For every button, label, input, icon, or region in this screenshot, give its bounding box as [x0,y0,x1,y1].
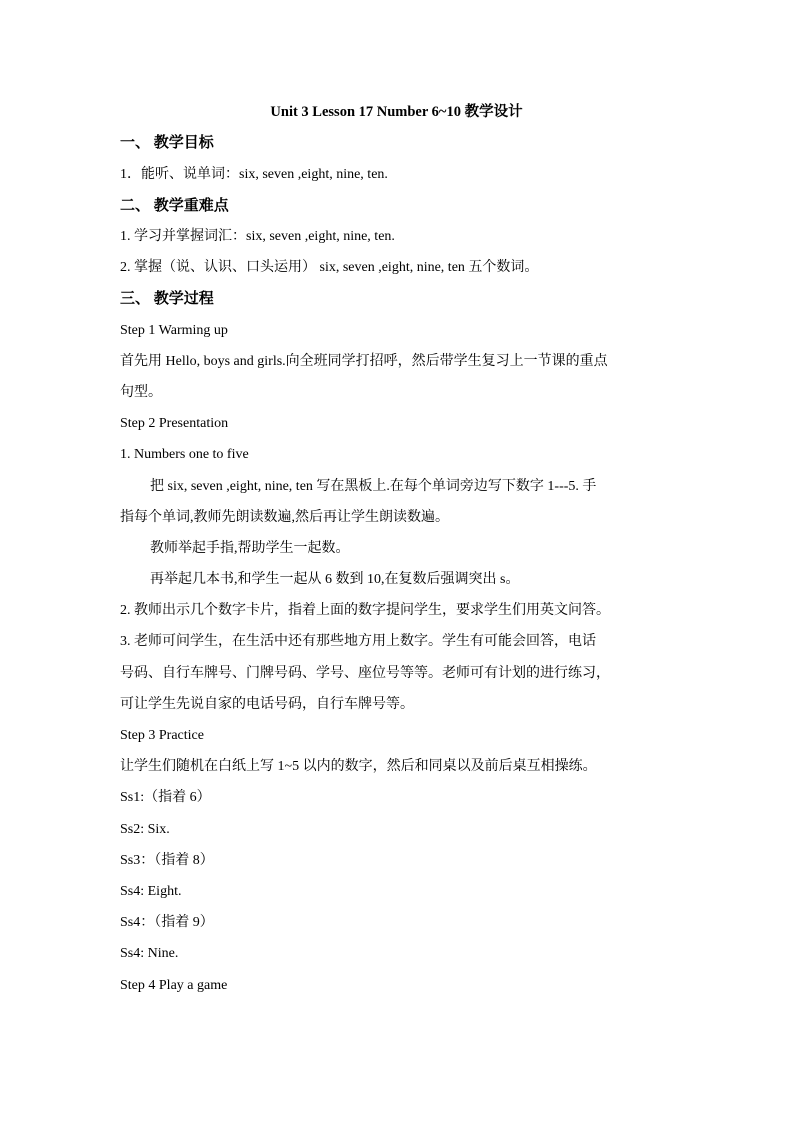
section-heading-key-points: 二、 教学重难点 [120,198,229,214]
dialogue-line: Ss4: Eight. [120,884,182,899]
paragraph-line: 再举起几本书,和学生一起从 6 数到 10,在复数后强调突出 s。 [150,572,520,587]
objective-item: 1．能听、说单词：six, seven ,eight, nine, ten. [120,167,388,182]
sub-heading: 1. Numbers one to five [120,447,249,462]
step-heading: Step 1 Warming up [120,323,228,338]
dialogue-line: Ss4: Nine. [120,946,179,961]
paragraph-line: 教师举起手指,帮助学生一起数。 [150,541,350,556]
dialogue-line: Ss1:（指着 6） [120,790,211,805]
section-heading-process: 三、 教学过程 [120,291,214,307]
key-point-item: 1. 学习并掌握词汇：six, seven ,eight, nine, ten. [120,229,395,244]
paragraph-line: 让学生们随机在白纸上写 1~5 以内的数字，然后和同桌以及前后桌互相操练。 [120,759,597,774]
dialogue-line: Ss3：（指着 8） [120,853,214,868]
dialogue-line: Ss2: Six. [120,822,170,837]
paragraph-line: 首先用 Hello, boys and girls.向全班同学打招呼，然后带学生复习上一节课的重点 [120,354,608,369]
paragraph-line: 3. 老师可问学生，在生活中还有那些地方用上数字。学生有可能会回答，电话 [120,634,596,649]
paragraph-line: 可让学生先说自家的电话号码，自行车牌号等。 [120,697,414,712]
document-title: Unit 3 Lesson 17 Number 6~10 教学设计 [270,104,523,120]
step-heading: Step 3 Practice [120,728,204,743]
key-point-item: 2. 掌握（说、认识、口头运用） six, seven ,eight, nine, ten 五个数词。 [120,260,539,275]
paragraph-line: 句型。 [120,385,162,400]
dialogue-line: Ss4：（指着 9） [120,915,214,930]
step-heading: Step 4 Play a game [120,978,228,993]
section-heading-objectives: 一、 教学目标 [120,135,214,151]
paragraph-line: 把 six, seven ,eight, nine, ten 写在黑板上.在每个单词旁边写下数字 1---5. 手 [150,479,597,494]
paragraph-line: 2. 教师出示几个数字卡片，指着上面的数字提问学生，要求学生们用英文问答。 [120,603,610,618]
step-heading: Step 2 Presentation [120,416,229,431]
paragraph-line: 指每个单词,教师先朗读数遍,然后再让学生朗读数遍。 [120,510,449,525]
paragraph-line: 号码、自行车牌号、门牌号码、学号、座位号等等。老师可有计划的进行练习， [120,666,610,681]
